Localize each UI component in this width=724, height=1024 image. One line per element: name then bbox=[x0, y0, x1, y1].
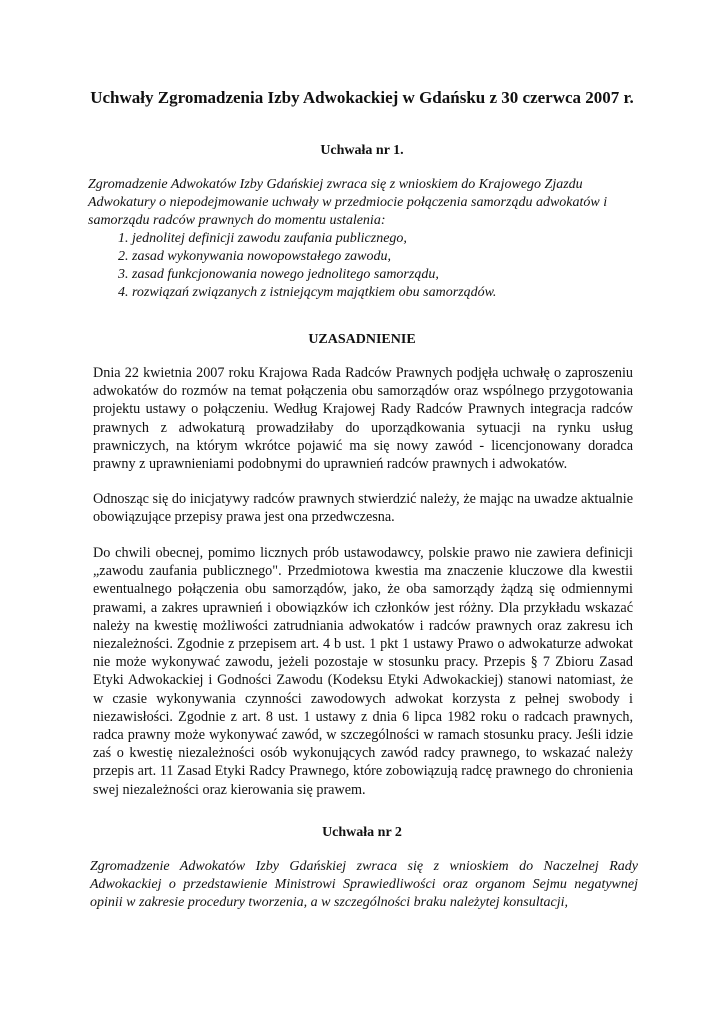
resolution-1-intro-text: Zgromadzenie Adwokatów Izby Gdańskiej zwraca się z wnioskiem do Krajowego Zjazdu Adwokatury o niepodejmowanie uchwały w przedmiocie połączenia samorządu adwokatów i samorządu radców prawnych do momentu ustalenia: bbox=[88, 177, 608, 228]
document-title: Uchwały Zgromadzenia Izby Adwokackiej w Gdańsku z 30 czerwca 2007 r. bbox=[90, 88, 634, 107]
resolution-2-heading: Uchwała nr 2 bbox=[322, 825, 402, 840]
list-item: 1. jednolitej definicji zawodu zaufania publicznego, bbox=[118, 231, 407, 246]
resolution-2-intro-text: Zgromadzenie Adwokatów Izby Gdańskiej zwraca się z wnioskiem do Naczelnej Rady Adwokackiej o przedstawienie Ministrowi Sprawiedliwości oraz organom Sejmu negatywnej opinii w zakresie procedury tworzenia, a w szczególności braku należytej konsultacji, bbox=[90, 859, 638, 910]
list-item: 4. rozwiązań związanych z istniejącym majątkiem obu samorządów. bbox=[118, 285, 497, 300]
justification-heading: UZASADNIENIE bbox=[308, 332, 416, 347]
resolution-1-heading: Uchwała nr 1. bbox=[320, 143, 404, 158]
resolution-1-intro bbox=[88, 176, 628, 230]
justification-paragraph-3: Do chwili obecnej, pomimo licznych prób ustawodawcy, polskie prawo nie zawiera definicji „zawodu zaufania publicznego". Przedmiotowa kwestia ma znaczenie kluczowe dla kwestii ewentualnego połączenia obu samorządów, jako, że oba samorządy żądzą się odmiennymi prawami, a zakres uprawnień i obowiązków ich członków jest różny. Dla przykładu wskazać należy na kwestię możliwości zatrudniania adwokatów i radców prawnych oraz zakresu ich niezależności. Zgodnie z przepisem art. 4 b ust. 1 pkt 1 ustawy Prawo o adwokaturze adwokat nie może wykonywać zawodu, jeżeli pozostaje w stosunku pracy. Przepis § 7 Zbioru Zasad Etyki Adwokackiej i Godności Zawodu (Kodeksu Etyki Adwokackiej) stanowi natomiast, że w czasie wykonywania czynności zawodowych adwokat korzysta z pełnej swobody i niezawisłości. Zgodnie z art. 8 ust. 1 ustawy z dnia 6 lipca 1982 roku o radcach prawnych, radca prawny może wykonywać zawód, w szczególności w ramach stosunku pracy. Jeśli idzie zaś o kwestię niezależności osób wykonujących zawód radcy prawnego, to wskazać należy przepis art. 11 Zasad Etyki Radcy Prawnego, które zobowiązują radcę prawnego do chronienia swej niezależności oraz kierowania się prawem. bbox=[93, 545, 633, 798]
list-item: 2. zasad wykonywania nowopowstałego zawodu, bbox=[118, 249, 392, 264]
justification-paragraph-1: Dnia 22 kwietnia 2007 roku Krajowa Rada Radców Prawnych podjęła uchwałę o zaproszeniu adwokatów do rozmów na temat połączenia obu samorządów oraz wspólnego przygotowania projektu ustawy o połączeniu. Według Krajowej Rady Radców Prawnych integracja radców prawnych z adwokaturą prowadziłaby do uporządkowania sytuacji na rynku usług prawniczych, na którym wkrótce pojawić ma się nowy zawód - licencjonowany doradca prawny z uprawnieniami podobnymi do uprawnień radców prawnych i adwokatów. bbox=[93, 365, 633, 473]
justification-paragraph-2: Odnosząc się do inicjatywy radców prawnych stwierdzić należy, że mając na uwadze aktualnie obowiązujące przepisy prawa jest ona przedwczesna. bbox=[93, 491, 633, 526]
list-item: 3. zasad funkcjonowania nowego jednolitego samorządu, bbox=[118, 267, 439, 282]
resolution-1-conditions-list bbox=[118, 230, 496, 302]
resolution-2-intro bbox=[90, 858, 638, 912]
